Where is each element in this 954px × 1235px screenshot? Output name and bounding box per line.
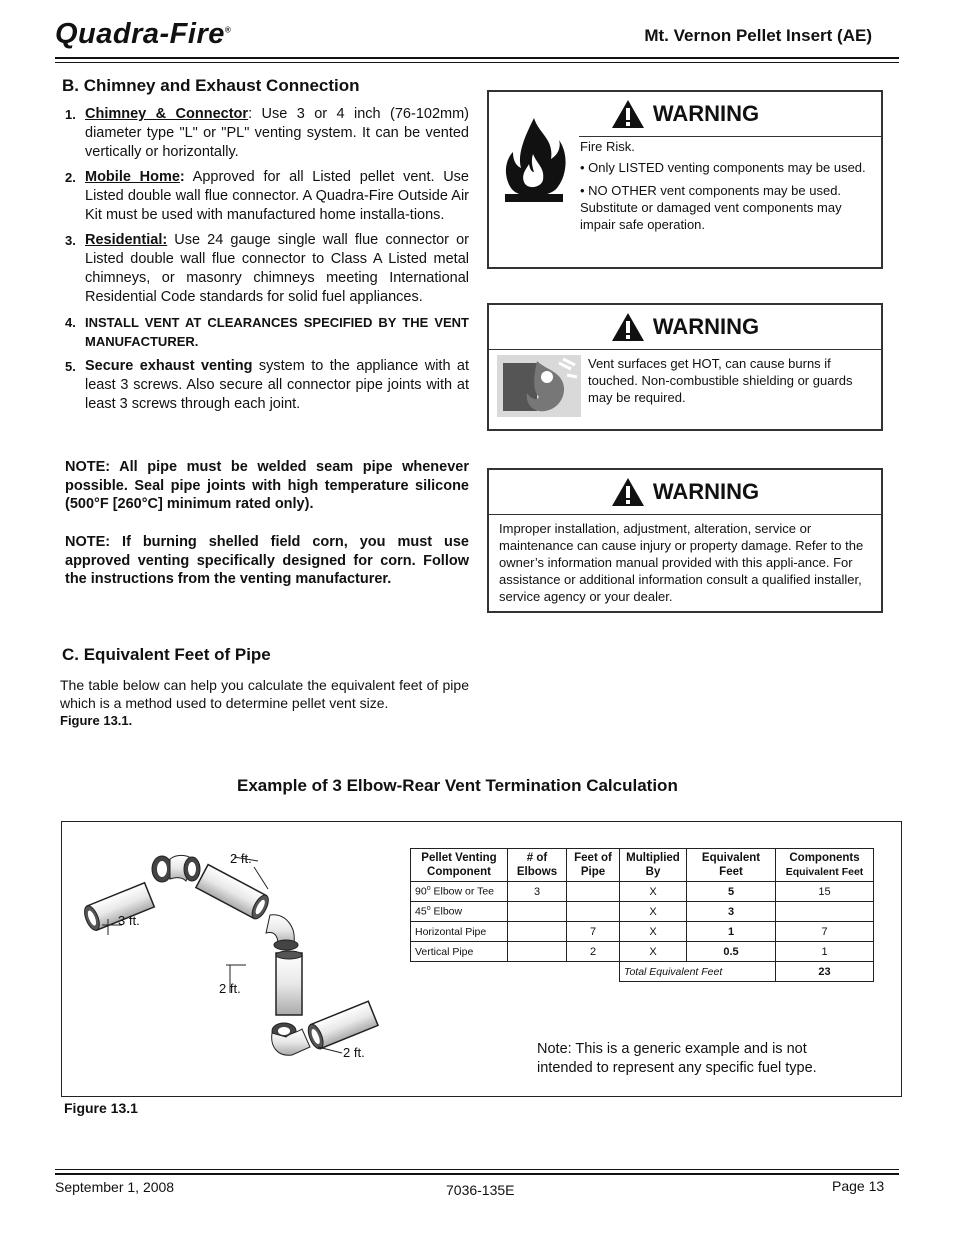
flame-icon: [499, 114, 569, 204]
section-b-list: [65, 105, 469, 414]
warning-divider: [579, 136, 881, 137]
column-header: Equivalent Feet: [687, 849, 776, 882]
section-c-text: The table below can help you calculate the equivalent feet of pipe which is a method used to determine pellet vent size. Figure 13.1.: [60, 677, 469, 728]
table-row: 45$^o$ Elbow X 3: [411, 902, 874, 922]
table-total-row: Total Equivalent Feet 23: [411, 962, 874, 982]
figure-note: Note: This is a generic example and is not intended to represent any specific fuel type.: [537, 1041, 817, 1076]
dimension-label: 2 ft.: [343, 1045, 365, 1060]
warning-triangle-icon: [611, 99, 645, 129]
header-rule: [55, 57, 899, 59]
dimension-label: 2 ft.: [219, 981, 241, 996]
header-rule-thin: [55, 62, 899, 63]
dimension-label: 2 ft.: [230, 851, 252, 866]
warning-divider: [489, 514, 881, 515]
list-item: 2. Mobile Home: Approved for all Listed pellet vent. Use Listed double wall flue connector. A Quadra-Fire Outside Air Kit must be used with manufactured home installa-tions.: [65, 169, 470, 223]
warning-text: Fire Risk. • Only LISTED venting components may be used. • NO OTHER vent components may be used. Substitute or damaged vent components may impair safe operation.: [580, 139, 866, 232]
note-field-corn: NOTE: If burning shelled field corn, you must use approved venting specifically designed for corn. Follow the instructions from the venting manufacturer.: [65, 534, 469, 587]
brand-logo: Quadra-Fire®: [55, 18, 232, 50]
warning-triangle-icon: [611, 312, 645, 342]
warning-divider: [489, 349, 881, 350]
column-header: Pellet Venting Component: [411, 849, 508, 882]
warning-header: WARNING: [489, 92, 881, 136]
figure-title: Example of 3 Elbow-Rear Vent Termination Calculation: [237, 776, 678, 795]
warning-fire-risk: [487, 90, 883, 269]
warning-header: WARNING: [489, 305, 881, 349]
warning-triangle-icon: [611, 477, 645, 507]
footer-date: September 1, 2008: [55, 1179, 175, 1195]
warning-text: Vent surfaces get HOT, can cause burns if touched. Non-combustible shielding or guards may be required.: [588, 356, 853, 405]
list-item: 1. Chimney & Connector: Use 3 or 4 inch (76-102mm) diameter type "L" or "PL" venting system. It can be vented vertically or horizontally.: [65, 106, 470, 160]
note-welded-seam: NOTE: All pipe must be welded seam pipe whenever possible. Seal pipe joints with high temperature silicone (500°F [260°C] minimum rated only).: [65, 459, 469, 512]
column-header: Components Equivalent Feet: [776, 849, 874, 882]
footer-rule-thin: [55, 1169, 899, 1170]
equivalent-feet-table: [410, 848, 874, 982]
list-item: 4. INSTALL VENT AT CLEARANCES SPECIFIED BY THE VENT MANUFACTURER.: [65, 315, 469, 349]
footer-rule: [55, 1173, 899, 1175]
table-row: 90$^o$ Elbow or Tee 3 X 5 15: [411, 882, 874, 902]
warning-header: WARNING: [489, 470, 881, 514]
footer-page-number: Page 13: [832, 1178, 885, 1194]
section-c-heading: C. Equivalent Feet of Pipe: [62, 645, 271, 664]
figure-box: [61, 821, 902, 1097]
list-item: 5. Secure exhaust venting system to the appliance with at least 3 screws. Also secure all connector pipe joints with at least 3 screws through each joint.: [65, 358, 469, 412]
figure-caption: Figure 13.1: [64, 1100, 138, 1116]
column-header: # of Elbows: [508, 849, 567, 882]
hot-surface-icon: [497, 355, 581, 417]
dimension-label: 3 ft.: [118, 913, 140, 928]
column-header: Feet of Pipe: [567, 849, 620, 882]
warning-text: Improper installation, adjustment, alteration, service or maintenance can cause injury or property damage. Refer to the owner’s information manual provided with this appli-ance. For assistance or additional information consult a qualified installer, service agency or your dealer.: [499, 521, 864, 604]
footer-doc-number: 7036-135E: [446, 1182, 515, 1198]
table-row: Horizontal Pipe 7 X 1 7: [411, 922, 874, 942]
list-item: 3. Residential: Use 24 gauge single wall flue connector or Listed double wall flue connector to Class A Listed metal chimneys, or masonry chimneys meeting International Residential Code standards for solid fuel appliances.: [65, 232, 469, 305]
table-header-row: [411, 849, 874, 882]
warning-improper-installation: [487, 468, 883, 613]
section-b-heading: B. Chimney and Exhaust Connection: [62, 76, 360, 95]
document-title: Mt. Vernon Pellet Insert (AE): [644, 26, 872, 45]
table-row: Vertical Pipe 2 X 0.5 1: [411, 942, 874, 962]
warning-hot-surfaces: [487, 303, 883, 431]
column-header: Multiplied By: [620, 849, 687, 882]
